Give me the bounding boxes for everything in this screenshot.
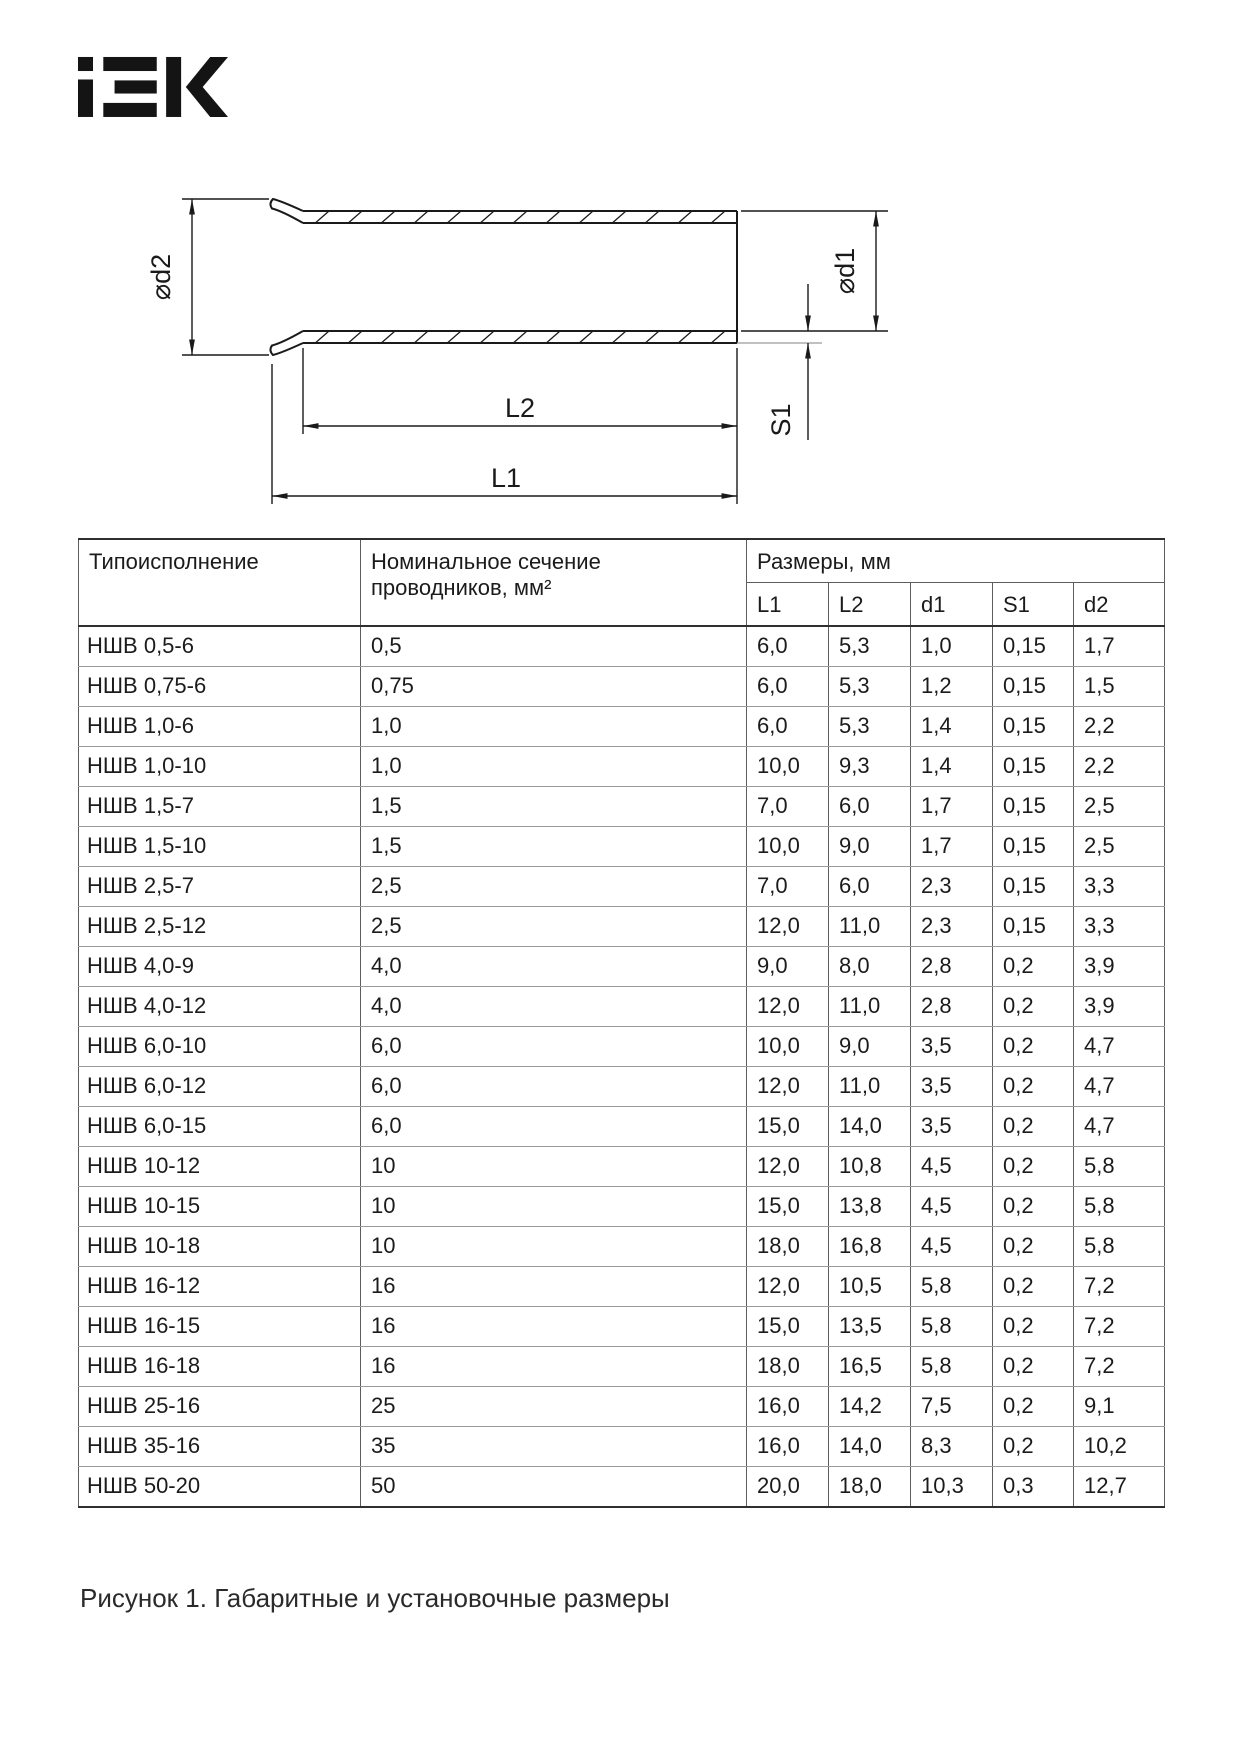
cell-L2: 13,5 [829, 1307, 911, 1347]
cell-S1: 0,2 [993, 1347, 1074, 1387]
cell-d2: 7,2 [1074, 1267, 1165, 1307]
cell-d1: 5,8 [911, 1267, 993, 1307]
cell-d2: 5,8 [1074, 1147, 1165, 1187]
ferrule-body [270, 199, 737, 355]
table-row [79, 1147, 1165, 1187]
cell-type: НШВ 16-15 [79, 1307, 361, 1347]
col-header-section: Номинальное сечение проводников, мм² [361, 539, 747, 626]
iek-logo [78, 56, 228, 117]
cell-d1: 8,3 [911, 1427, 993, 1467]
cell-L1: 12,0 [747, 1067, 829, 1107]
cell-d1: 1,4 [911, 747, 993, 787]
cell-type: НШВ 1,5-10 [79, 827, 361, 867]
cell-d2: 10,2 [1074, 1427, 1165, 1467]
cell-d1: 10,3 [911, 1467, 993, 1508]
cell-type: НШВ 25-16 [79, 1387, 361, 1427]
figure-caption: Рисунок 1. Габаритные и установочные размеры [80, 1583, 670, 1613]
logo-letters [78, 57, 228, 117]
cell-d1: 2,8 [911, 947, 993, 987]
cell-section: 0,5 [361, 626, 747, 667]
col-header-l2: L2 [829, 583, 911, 627]
ferrule-bottom-wall-hatch [303, 331, 737, 343]
cell-S1: 0,2 [993, 1147, 1074, 1187]
cell-d2: 2,5 [1074, 827, 1165, 867]
cell-L2: 14,2 [829, 1387, 911, 1427]
cell-S1: 0,2 [993, 1307, 1074, 1347]
cell-d1: 5,8 [911, 1307, 993, 1347]
cell-L2: 13,8 [829, 1187, 911, 1227]
table-row [79, 1027, 1165, 1067]
cell-section: 6,0 [361, 1107, 747, 1147]
cell-section: 1,5 [361, 827, 747, 867]
table-row [79, 1267, 1165, 1307]
cell-L2: 14,0 [829, 1427, 911, 1467]
cell-d1: 3,5 [911, 1107, 993, 1147]
cell-S1: 0,15 [993, 907, 1074, 947]
cell-L1: 12,0 [747, 987, 829, 1027]
table-row [79, 1107, 1165, 1147]
cell-section: 50 [361, 1467, 747, 1508]
cell-section: 6,0 [361, 1067, 747, 1107]
cell-d2: 1,5 [1074, 667, 1165, 707]
cell-d1: 1,0 [911, 626, 993, 667]
cell-section: 25 [361, 1387, 747, 1427]
logo-e-top-bar [103, 57, 156, 71]
cell-L1: 6,0 [747, 667, 829, 707]
dim-label-l1: L1 [490, 463, 522, 493]
table-row [79, 626, 1165, 667]
cell-L1: 18,0 [747, 1227, 829, 1267]
cell-type: НШВ 16-12 [79, 1267, 361, 1307]
cell-S1: 0,15 [993, 707, 1074, 747]
table-row [79, 1187, 1165, 1227]
cell-d2: 7,2 [1074, 1347, 1165, 1387]
cell-d2: 7,2 [1074, 1307, 1165, 1347]
cell-S1: 0,15 [993, 827, 1074, 867]
cell-S1: 0,15 [993, 867, 1074, 907]
ferrule-flare-bottom [270, 331, 303, 355]
cell-d1: 1,2 [911, 667, 993, 707]
cell-L1: 16,0 [747, 1387, 829, 1427]
cell-L2: 14,0 [829, 1107, 911, 1147]
table-row [79, 1307, 1165, 1347]
cell-d2: 3,9 [1074, 987, 1165, 1027]
logo-i-dot [78, 57, 93, 71]
cell-L1: 15,0 [747, 1307, 829, 1347]
cell-L2: 16,8 [829, 1227, 911, 1267]
cell-L2: 18,0 [829, 1467, 911, 1508]
cell-L1: 9,0 [747, 947, 829, 987]
cell-L2: 9,0 [829, 1027, 911, 1067]
logo-e-bottom-bar [103, 103, 156, 117]
dim-label-l2: L2 [504, 393, 536, 423]
logo-i-stem [78, 79, 93, 117]
cell-d2: 1,7 [1074, 626, 1165, 667]
cell-d2: 4,7 [1074, 1027, 1165, 1067]
cell-S1: 0,15 [993, 626, 1074, 667]
cell-L1: 20,0 [747, 1467, 829, 1508]
cell-d1: 2,3 [911, 867, 993, 907]
cell-d2: 4,7 [1074, 1107, 1165, 1147]
cell-section: 16 [361, 1267, 747, 1307]
cell-type: НШВ 10-15 [79, 1187, 361, 1227]
cell-L2: 10,5 [829, 1267, 911, 1307]
cell-type: НШВ 6,0-10 [79, 1027, 361, 1067]
cell-d2: 3,3 [1074, 907, 1165, 947]
cell-S1: 0,2 [993, 1107, 1074, 1147]
table-header-row [79, 539, 1165, 583]
table-row [79, 1467, 1165, 1508]
table-row [79, 707, 1165, 747]
cell-L2: 8,0 [829, 947, 911, 987]
table-row [79, 787, 1165, 827]
logo-k-chevron [186, 57, 228, 117]
cell-section: 35 [361, 1427, 747, 1467]
d2-extension-lines [182, 199, 269, 355]
cell-section: 10 [361, 1227, 747, 1267]
cell-L2: 6,0 [829, 867, 911, 907]
table-row [79, 1387, 1165, 1427]
col-header-l1: L1 [747, 583, 829, 627]
cell-L1: 12,0 [747, 1267, 829, 1307]
cell-d1: 5,8 [911, 1347, 993, 1387]
cell-S1: 0,2 [993, 947, 1074, 987]
col-header-d2: d2 [1074, 583, 1165, 627]
col-header-type: Типоисполнение [79, 539, 361, 626]
ferrule-flare-top [270, 199, 303, 223]
cell-L2: 16,5 [829, 1347, 911, 1387]
cell-S1: 0,15 [993, 747, 1074, 787]
d1-extension-lines [741, 211, 888, 331]
table-row [79, 1067, 1165, 1107]
cell-d1: 2,8 [911, 987, 993, 1027]
table-row [79, 667, 1165, 707]
cell-type: НШВ 1,0-6 [79, 707, 361, 747]
cell-section: 4,0 [361, 987, 747, 1027]
cell-d1: 7,5 [911, 1387, 993, 1427]
cell-d1: 2,3 [911, 907, 993, 947]
cell-L2: 5,3 [829, 707, 911, 747]
cell-type: НШВ 4,0-12 [79, 987, 361, 1027]
cell-section: 6,0 [361, 1027, 747, 1067]
cell-type: НШВ 6,0-12 [79, 1067, 361, 1107]
dim-label-s1: S1 [766, 403, 796, 437]
cell-L1: 6,0 [747, 626, 829, 667]
cell-d2: 5,8 [1074, 1187, 1165, 1227]
cell-L1: 10,0 [747, 1027, 829, 1067]
cell-d2: 2,5 [1074, 787, 1165, 827]
cell-type: НШВ 4,0-9 [79, 947, 361, 987]
cell-section: 1,0 [361, 747, 747, 787]
col-header-d1: d1 [911, 583, 993, 627]
cell-section: 10 [361, 1147, 747, 1187]
cell-L2: 6,0 [829, 787, 911, 827]
cell-L1: 7,0 [747, 867, 829, 907]
dim-label-d2: ⌀d2 [146, 253, 176, 301]
cell-section: 4,0 [361, 947, 747, 987]
col-header-s1: S1 [993, 583, 1074, 627]
table-row [79, 1227, 1165, 1267]
cell-type: НШВ 0,5-6 [79, 626, 361, 667]
logo-k-stem [166, 57, 181, 117]
cell-type: НШВ 2,5-12 [79, 907, 361, 947]
cell-S1: 0,15 [993, 667, 1074, 707]
cell-section: 1,5 [361, 787, 747, 827]
table-row [79, 867, 1165, 907]
cell-type: НШВ 10-18 [79, 1227, 361, 1267]
cell-L2: 5,3 [829, 626, 911, 667]
cell-L2: 10,8 [829, 1147, 911, 1187]
cell-d1: 4,5 [911, 1187, 993, 1227]
cell-section: 2,5 [361, 867, 747, 907]
table-row [79, 1347, 1165, 1387]
cell-L2: 5,3 [829, 667, 911, 707]
logo-e-mid-bar [115, 80, 157, 93]
cell-L1: 18,0 [747, 1347, 829, 1387]
cell-S1: 0,2 [993, 1067, 1074, 1107]
cell-S1: 0,15 [993, 787, 1074, 827]
cell-d1: 1,7 [911, 787, 993, 827]
cell-d2: 9,1 [1074, 1387, 1165, 1427]
cell-type: НШВ 1,5-7 [79, 787, 361, 827]
cell-L1: 10,0 [747, 827, 829, 867]
col-header-dimensions-group: Размеры, мм [747, 539, 1165, 583]
cell-S1: 0,3 [993, 1467, 1074, 1508]
cell-d2: 4,7 [1074, 1067, 1165, 1107]
cell-L2: 11,0 [829, 987, 911, 1027]
dimensions-table [78, 538, 1165, 1508]
cell-type: НШВ 10-12 [79, 1147, 361, 1187]
ferrule-dimension-drawing [140, 188, 900, 523]
dimension-lines [182, 199, 888, 504]
cell-S1: 0,2 [993, 1027, 1074, 1067]
cell-S1: 0,2 [993, 1267, 1074, 1307]
cell-section: 16 [361, 1307, 747, 1347]
cell-type: НШВ 1,0-10 [79, 747, 361, 787]
table-row [79, 747, 1165, 787]
cell-L2: 9,0 [829, 827, 911, 867]
table-row [79, 1427, 1165, 1467]
cell-L1: 6,0 [747, 707, 829, 747]
cell-section: 10 [361, 1187, 747, 1227]
cell-S1: 0,2 [993, 1187, 1074, 1227]
cell-d2: 5,8 [1074, 1227, 1165, 1267]
table-row [79, 987, 1165, 1027]
cell-L1: 7,0 [747, 787, 829, 827]
cell-S1: 0,2 [993, 1427, 1074, 1467]
cell-type: НШВ 0,75-6 [79, 667, 361, 707]
ferrule-tube-walls [303, 211, 737, 343]
cell-type: НШВ 2,5-7 [79, 867, 361, 907]
cell-L2: 11,0 [829, 907, 911, 947]
cell-S1: 0,2 [993, 1387, 1074, 1427]
table-row [79, 947, 1165, 987]
cell-L1: 15,0 [747, 1187, 829, 1227]
cell-d2: 2,2 [1074, 747, 1165, 787]
cell-L1: 16,0 [747, 1427, 829, 1467]
cell-L1: 15,0 [747, 1107, 829, 1147]
cell-type: НШВ 50-20 [79, 1467, 361, 1508]
cell-d2: 2,2 [1074, 707, 1165, 747]
table-row [79, 907, 1165, 947]
spec-table-body [79, 626, 1165, 1507]
cell-S1: 0,2 [993, 987, 1074, 1027]
cell-section: 1,0 [361, 707, 747, 747]
dimension-labels [146, 248, 860, 493]
cell-d1: 3,5 [911, 1027, 993, 1067]
cell-type: НШВ 16-18 [79, 1347, 361, 1387]
cell-d1: 3,5 [911, 1067, 993, 1107]
cell-d2: 12,7 [1074, 1467, 1165, 1508]
cell-d1: 1,7 [911, 827, 993, 867]
table-row [79, 827, 1165, 867]
ferrule-top-wall-hatch [303, 211, 737, 223]
cell-L1: 12,0 [747, 1147, 829, 1187]
cell-d1: 1,4 [911, 707, 993, 747]
cell-type: НШВ 6,0-15 [79, 1107, 361, 1147]
cell-d2: 3,3 [1074, 867, 1165, 907]
cell-d2: 3,9 [1074, 947, 1165, 987]
cell-L1: 12,0 [747, 907, 829, 947]
cell-section: 2,5 [361, 907, 747, 947]
cell-type: НШВ 35-16 [79, 1427, 361, 1467]
dim-label-d1: ⌀d1 [830, 247, 860, 295]
cell-L1: 10,0 [747, 747, 829, 787]
cell-section: 16 [361, 1347, 747, 1387]
cell-L2: 11,0 [829, 1067, 911, 1107]
cell-L2: 9,3 [829, 747, 911, 787]
cell-d1: 4,5 [911, 1147, 993, 1187]
cell-section: 0,75 [361, 667, 747, 707]
cell-d1: 4,5 [911, 1227, 993, 1267]
cell-S1: 0,2 [993, 1227, 1074, 1267]
